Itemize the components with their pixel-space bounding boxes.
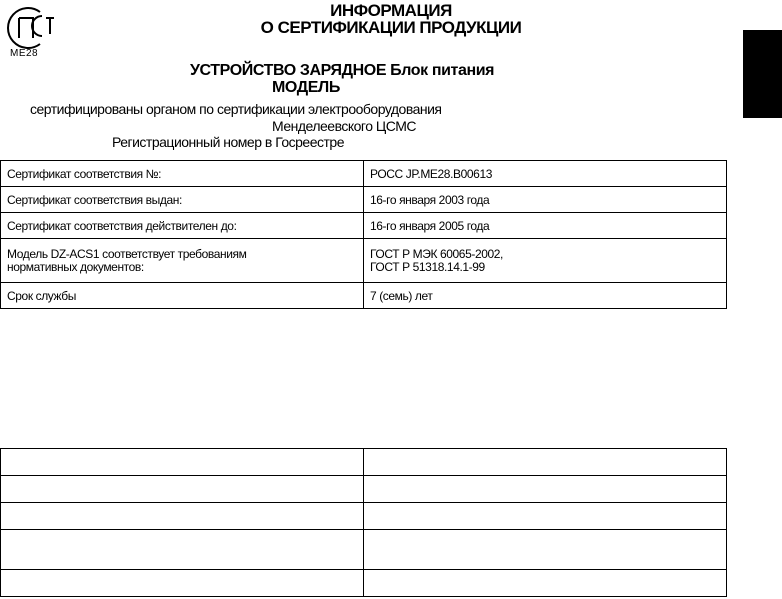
certified-by-text: сертифицированы органом по сертификации электрооборудования: [30, 101, 442, 117]
table-cell-value: 16-го января 2003 года: [364, 187, 727, 213]
table-row: [1, 239, 727, 283]
certification-organ: Менделеевского ЦСМС: [272, 118, 416, 134]
table-row: [1, 503, 727, 530]
table-cell-value: [364, 239, 727, 283]
table-cell-empty: [1, 476, 364, 503]
label-line: Модель DZ-ACS1 соответствует требованиям: [7, 246, 247, 261]
table-cell-empty: [364, 530, 727, 570]
table-cell-value: 16-го января 2005 года: [364, 213, 727, 239]
table-cell-label: [1, 239, 364, 283]
page-title-line1: ИНФОРМАЦИЯ: [330, 1, 452, 20]
table-cell-empty: [1, 449, 364, 476]
value-line: ГОСТ Р МЭК 60065-2002,: [370, 246, 503, 261]
value-line: ГОСТ Р 51318.14.1-99: [370, 259, 485, 274]
side-tab-marker: [743, 30, 782, 118]
product-name: УСТРОЙСТВО ЗАРЯДНОЕ Блок питания: [190, 62, 495, 79]
table-cell-label: Сертификат соответствия действителен до:: [1, 213, 364, 239]
table-row: [1, 449, 727, 476]
table-cell-label: Сертификат соответствия №:: [1, 161, 364, 187]
label-line: нормативных документов:: [7, 259, 144, 274]
table-cell-empty: [364, 476, 727, 503]
table-row: [1, 213, 727, 239]
logo-caption: ME28: [10, 48, 39, 59]
table-row: [1, 161, 727, 187]
table-row: [1, 570, 727, 597]
table-cell-empty: [364, 449, 727, 476]
table-row: [1, 476, 727, 503]
table-cell-empty: [1, 570, 364, 597]
table-cell-value: РОСС JP.ME28.B00613: [364, 161, 727, 187]
table-cell-label: Сертификат соответствия выдан:: [1, 187, 364, 213]
table-row: [1, 187, 727, 213]
table-cell-empty: [1, 503, 364, 530]
table-cell-label: Срок службы: [1, 283, 364, 309]
page-title-line2: О СЕРТИФИКАЦИИ ПРОДУКЦИИ: [260, 18, 522, 37]
model-label: МОДЕЛЬ: [272, 79, 340, 96]
blank-form-table: [0, 448, 727, 597]
table-cell-value: 7 (семь) лет: [364, 283, 727, 309]
registry-number-label: Регистрационный номер в Госреестре: [112, 134, 344, 150]
table-cell-empty: [364, 570, 727, 597]
table-row: [1, 530, 727, 570]
table-cell-empty: [364, 503, 727, 530]
table-cell-empty: [1, 530, 364, 570]
certificate-table: [0, 160, 727, 309]
table-row: [1, 283, 727, 309]
